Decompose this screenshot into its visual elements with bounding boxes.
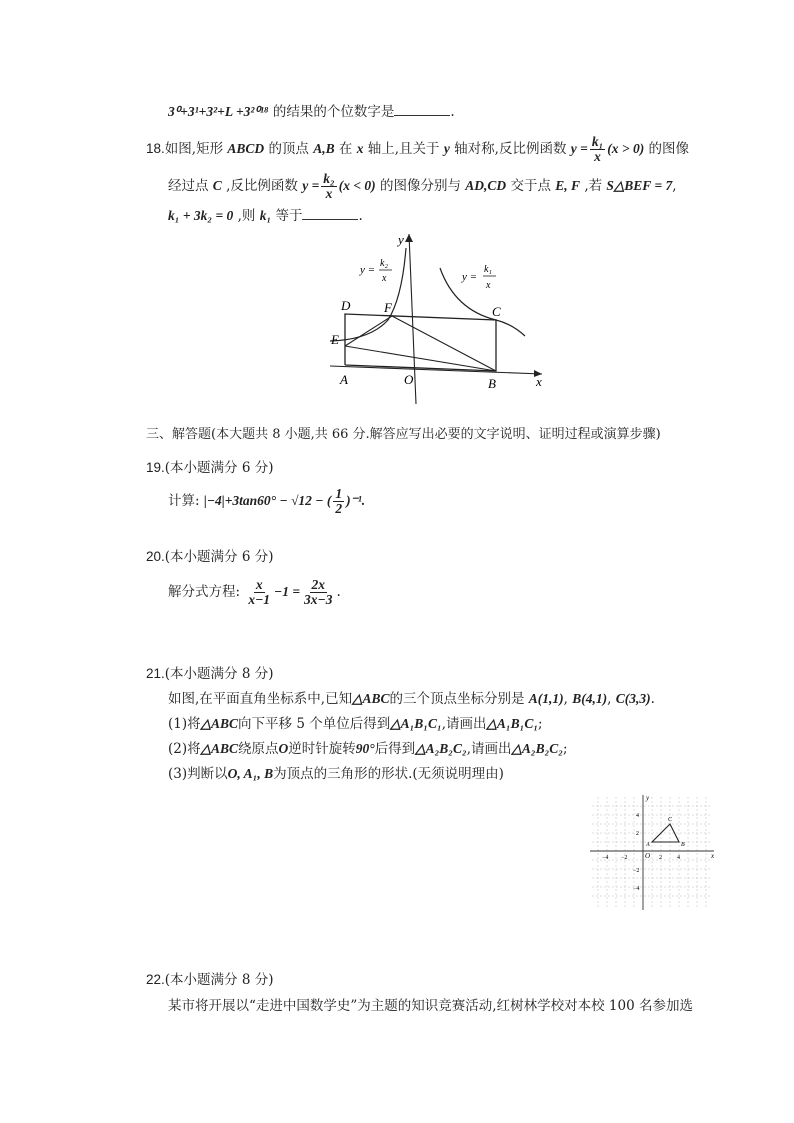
q18-func1-lhs: y = (570, 141, 588, 156)
q18-abcd: ABCD (227, 141, 265, 156)
q20-lhs-fraction (246, 578, 272, 607)
point-label-b: B (488, 376, 496, 391)
q20-body (168, 576, 341, 608)
q18-text: ,反比例函数 (226, 178, 298, 194)
frac-den: 2 (335, 501, 343, 516)
q21-text: 的三个顶点坐标分别是 (389, 691, 525, 707)
q18-text: , (672, 178, 677, 194)
q17-text: 的结果的个位数字是 (272, 104, 395, 120)
question-number: 19. (146, 460, 165, 475)
frac-den: x−1 (248, 592, 271, 607)
origin-label: O (645, 852, 651, 860)
q19-body (168, 487, 365, 516)
point-label-c: C (492, 304, 501, 319)
label-k1-den: x (486, 280, 491, 291)
tick-y-neg4: −4 (633, 886, 640, 892)
question-number: 21. (146, 666, 165, 681)
label-k2-num: k₂ (380, 258, 388, 269)
q21-triangle-2: △A₂B₂C₂ (511, 741, 564, 756)
q18-c: C (212, 178, 222, 193)
q18-condition: k₁ + 3k₂ = 0 (168, 208, 234, 223)
q21-angle: 90° (355, 741, 375, 756)
axis-label-y: y (646, 794, 650, 802)
tick-y-2: 2 (636, 831, 639, 837)
label-x-axis: x (536, 374, 542, 389)
q21-text: 逆时针旋转 (288, 741, 356, 757)
frac-num: k₁ (591, 134, 604, 149)
q19-header (146, 458, 274, 478)
q18-x: x (356, 141, 364, 156)
q21-origin: O (278, 741, 289, 756)
label-k2-den: x (382, 273, 387, 284)
point-label-c: C (668, 817, 673, 823)
q18-func2-lhs: y = (302, 178, 320, 193)
frac-den: x (325, 186, 333, 201)
point-label-o: O (404, 372, 414, 387)
curve-k1 (440, 268, 525, 336)
q21-triangle-2: △A₂B₂C₂ (415, 741, 467, 756)
q21-text: 为顶点的三角形的形状.(无须说明理由) (273, 766, 504, 782)
q18-ab: A,B (313, 141, 335, 156)
q18-k1: k₁ (259, 208, 272, 223)
q21-text: ,请画出 (466, 741, 512, 757)
q20-score: (本小题满分 6 分) (164, 549, 274, 565)
tick-x-neg2: −2 (621, 855, 628, 861)
q18-text: 的顶点 (268, 141, 309, 157)
q22-score: (本小题满分 8 分) (164, 972, 274, 988)
q21-sep: , (563, 691, 568, 707)
q20-label: 解分式方程: (168, 584, 241, 600)
figure-q21 (588, 792, 718, 914)
q22-header (146, 970, 274, 990)
q21-score: (本小题满分 8 分) (164, 666, 274, 682)
y-axis-arrow (405, 234, 413, 242)
q18-text: 等于 (275, 208, 303, 224)
q18-y: y (443, 141, 450, 156)
q18-func2-cond: (x < 0) (338, 178, 376, 193)
q17-end: . (450, 104, 455, 120)
q21-end: ; (563, 741, 568, 757)
label-y-axis: y (398, 232, 404, 247)
q18-func2-fraction (321, 172, 336, 201)
q18-ef: E, F (555, 178, 581, 193)
q21-part2 (168, 739, 568, 759)
q18-text: 经过点 (168, 178, 209, 194)
label-k1-num: k₁ (484, 264, 492, 275)
q18-line2 (168, 172, 677, 201)
q21-triangle-1: △A₁B₁C₁ (486, 716, 539, 731)
q18-text: 在 (338, 141, 353, 157)
q19-fraction (333, 487, 344, 516)
q21-point-c: C(3,3) (615, 691, 651, 706)
q18-text: 轴上,且关于 (367, 141, 440, 157)
q19-label: 计算: (168, 493, 200, 509)
q21-part1 (168, 714, 543, 734)
point-label-a: A (340, 372, 348, 387)
q21-triangle: △ABC (200, 741, 239, 756)
q21-triangle: △ABC (352, 691, 390, 706)
frac-den: 3x−3 (304, 592, 333, 607)
q21-triangle: △ABC (200, 716, 239, 731)
q21-text: 向下平移 5 个单位后得到 (238, 716, 391, 732)
frac-den: x (594, 149, 601, 164)
point-label-f: F (384, 300, 392, 315)
question-number: 22. (146, 972, 165, 987)
answer-blank[interactable] (394, 103, 450, 116)
q18-end: . (358, 208, 363, 224)
q21-triangle-1: △A₁B₁C₁ (390, 716, 442, 731)
q21-end: . (650, 691, 655, 707)
frac-num: 1 (335, 486, 343, 501)
q19-expression: |−4|+3tan60° − √12 − ( (203, 493, 332, 508)
question-number: 18. (146, 141, 165, 156)
q21-end: ; (538, 716, 543, 732)
frac-num: x (255, 577, 263, 592)
point-label-a: A (646, 842, 650, 848)
q17-tail-line (168, 102, 455, 122)
figure-q18 (320, 228, 552, 408)
q21-text: 绕原点 (238, 741, 279, 757)
q18-line3 (168, 206, 363, 226)
q18-text: 的图像分别与 (379, 178, 461, 194)
curve-k2 (330, 248, 406, 341)
x-axis (330, 366, 542, 374)
q21-text: (1)将 (168, 716, 201, 732)
q21-point-a: A(1,1) (528, 691, 564, 706)
answer-blank[interactable] (302, 207, 358, 220)
q21-intro (168, 689, 655, 709)
q22-body: 某市将开展以“走进中国数学史”为主题的知识竞赛活动,红树林学校对本校 100 名参加选 (168, 998, 693, 1014)
rectangle-abcd (345, 314, 496, 371)
tick-x-2: 2 (659, 855, 662, 861)
q18-func1-cond: (x > 0) (607, 141, 645, 156)
point-label-e: E (331, 332, 339, 347)
frac-num: 2x (311, 577, 326, 592)
q18-text: 交于点 (510, 178, 551, 194)
q21-header (146, 664, 274, 684)
q21-part3 (168, 764, 504, 784)
point-label-b: B (681, 842, 685, 848)
q20-end: . (336, 584, 341, 600)
tick-y-4: 4 (636, 813, 639, 819)
q18-adcd: AD,CD (465, 178, 507, 193)
q18-area: S△BEF = 7 (606, 178, 673, 193)
q21-text: 后得到 (374, 741, 416, 757)
tick-y-neg2: −2 (633, 868, 640, 874)
q21-sep: , (607, 691, 612, 707)
q18-text: ,若 (584, 178, 603, 194)
q21-text: ,请画出 (441, 716, 487, 732)
q19-expression-end: )⁻¹. (346, 493, 366, 508)
q20-header (146, 547, 274, 567)
q20-rhs-fraction (302, 578, 334, 607)
q18-text: 如图,矩形 (164, 141, 224, 157)
label-k2-y: y = (360, 264, 376, 276)
segment-ef (345, 316, 392, 346)
q19-score: (本小题满分 6 分) (164, 460, 274, 476)
q21-text: (2)将 (168, 741, 201, 757)
label-k1-y: y = (462, 271, 478, 283)
point-label-d: D (341, 298, 351, 313)
q18-text: 的图像 (648, 141, 690, 157)
q21-points: O, A₁, B (227, 766, 274, 781)
question-number: 20. (146, 549, 165, 564)
q17-expression: 3⁰+3¹+3²+L +3²⁰¹⁸ (168, 104, 269, 119)
q18-text: 轴对称,反比例函数 (454, 141, 567, 157)
grid-lines (592, 797, 712, 907)
q21-text: 如图,在平面直角坐标系中,已知 (168, 691, 353, 707)
section-heading: 三、解答题(本大题共 8 小题,共 66 分.解答应写出必要的文字说明、证明过程或演算步骤) (146, 427, 661, 442)
tick-x-4: 4 (677, 855, 680, 861)
axis-label-x: x (711, 852, 715, 860)
tick-x-neg4: −4 (602, 855, 609, 861)
q18-text: ,则 (237, 208, 256, 224)
q21-point-b: B(4,1) (572, 691, 608, 706)
q20-mid: −1 = (274, 584, 301, 599)
q21-text: (3)判断以 (168, 766, 228, 782)
frac-num: k₂ (323, 171, 335, 186)
q18-func1-fraction (590, 135, 605, 164)
q18-line1 (146, 135, 689, 164)
